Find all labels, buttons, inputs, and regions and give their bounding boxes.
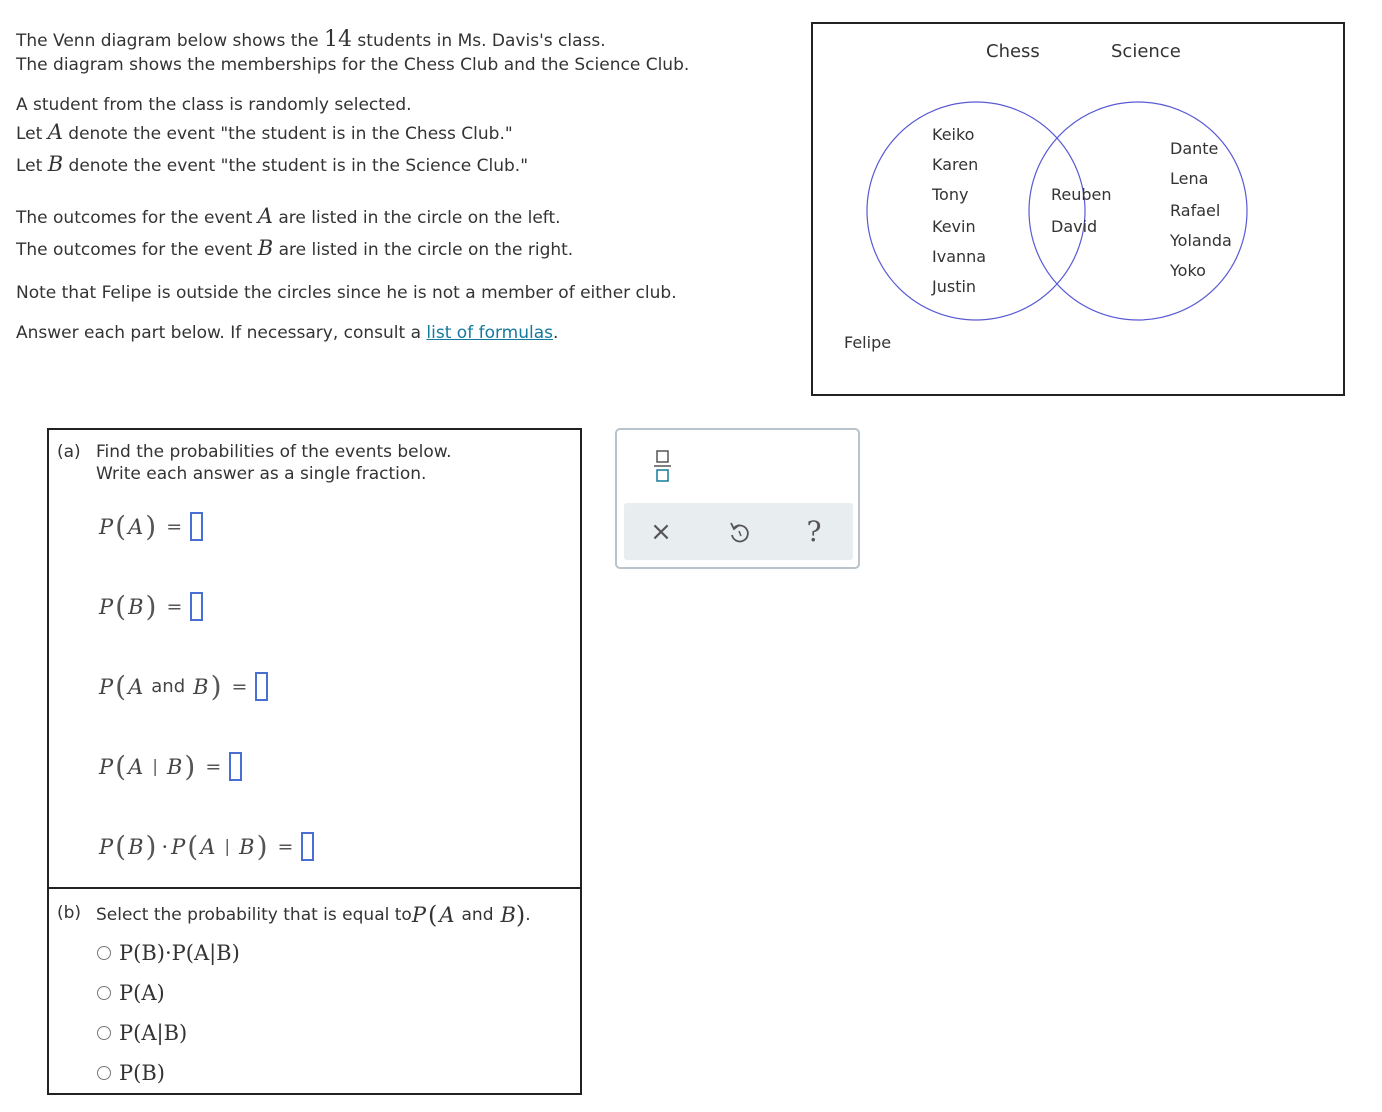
prob-b-input[interactable] bbox=[190, 592, 203, 621]
close-icon: × bbox=[650, 517, 672, 547]
math-toolbar bbox=[615, 428, 860, 569]
prob-a-input[interactable] bbox=[190, 512, 203, 541]
intro-line-6: The outcomes for the event A are listed in the circle on the left. bbox=[16, 204, 561, 228]
intro-line-3: A student from the class is randomly selected. bbox=[16, 95, 412, 115]
help-button[interactable] bbox=[799, 515, 829, 547]
venn-name: David bbox=[1051, 217, 1098, 236]
venn-name: Lena bbox=[1170, 169, 1209, 188]
prob-a-and-b-row: P ( A and B ) = bbox=[99, 670, 268, 703]
undo-icon bbox=[728, 520, 750, 544]
intro-line-9: Answer each part below. If necessary, consult a list of formulas. bbox=[16, 323, 559, 343]
option-4-label: P(B) bbox=[119, 1061, 165, 1085]
part-a-instruction-2: Write each answer as a single fraction. bbox=[96, 464, 427, 484]
option-2-radio[interactable] bbox=[97, 986, 111, 1000]
venn-name: Tony bbox=[932, 185, 969, 204]
venn-outside-name: Felipe bbox=[844, 333, 892, 352]
venn-name: Yoko bbox=[1170, 261, 1206, 280]
intro-line-1: The Venn diagram below shows the 14 students in Ms. Davis's class. bbox=[16, 27, 606, 52]
option-4-radio[interactable] bbox=[97, 1066, 111, 1080]
student-count: 14 bbox=[324, 27, 353, 52]
chess-label: Chess bbox=[986, 41, 1040, 62]
option-3[interactable] bbox=[97, 1021, 187, 1045]
intro-line-8: Note that Felipe is outside the circles since he is not a member of either club. bbox=[16, 283, 677, 303]
option-3-radio[interactable] bbox=[97, 1026, 111, 1040]
undo-button[interactable] bbox=[724, 517, 754, 547]
intro-line-5: Let B denote the event "the student is in the Science Club." bbox=[16, 152, 529, 176]
science-label: Science bbox=[1111, 41, 1181, 62]
intro-line-4: Let A denote the event "the student is in the Chess Club." bbox=[16, 120, 513, 144]
toolbar-action-strip bbox=[624, 503, 853, 560]
part-a-instruction-1: Find the probabilities of the events below. bbox=[96, 442, 452, 462]
intro-line-7: The outcomes for the event B are listed in the circle on the right. bbox=[16, 236, 574, 260]
prob-a-row: P ( A ) = bbox=[99, 510, 203, 543]
option-1-radio[interactable] bbox=[97, 946, 111, 960]
venn-name: Yolanda bbox=[1170, 231, 1232, 250]
option-3-label: P(A|B) bbox=[119, 1021, 188, 1045]
option-2-label: P(A) bbox=[119, 981, 165, 1005]
part-b-label: (b) bbox=[57, 903, 82, 923]
option-1[interactable] bbox=[97, 941, 240, 965]
fraction-icon bbox=[654, 448, 672, 484]
help-icon: ? bbox=[806, 514, 822, 548]
prob-a-given-b-row: P ( A | B ) = bbox=[99, 750, 242, 783]
prob-a-and-b-input[interactable] bbox=[255, 672, 268, 701]
venn-name: Kevin bbox=[932, 217, 976, 236]
formulas-link[interactable]: list of formulas bbox=[426, 323, 553, 343]
fraction-button[interactable] bbox=[651, 446, 675, 486]
venn-name: Karen bbox=[932, 155, 979, 174]
option-1-label: P(B)·P(A|B) bbox=[119, 941, 240, 965]
option-2[interactable] bbox=[97, 981, 165, 1005]
venn-circles bbox=[813, 24, 1343, 394]
venn-name: Keiko bbox=[932, 125, 975, 144]
venn-name: Justin bbox=[932, 277, 977, 296]
part-a-label: (a) bbox=[57, 442, 81, 462]
part-a-panel bbox=[47, 428, 582, 889]
prob-product-input[interactable] bbox=[301, 832, 314, 861]
venn-name: Rafael bbox=[1170, 201, 1221, 220]
venn-diagram bbox=[811, 22, 1345, 396]
prob-product-row: P ( B ) · P ( A | B ) = bbox=[99, 830, 314, 863]
part-b-question: Select the probability that is equal to P ( A and B ) . bbox=[96, 901, 531, 929]
part-b-panel bbox=[47, 887, 582, 1095]
prob-b-row: P ( B ) = bbox=[99, 590, 203, 623]
intro-line-2: The diagram shows the memberships for the Chess Club and the Science Club. bbox=[16, 55, 690, 75]
venn-name: Reuben bbox=[1051, 185, 1112, 204]
option-4[interactable] bbox=[97, 1061, 165, 1085]
prob-a-given-b-input[interactable] bbox=[229, 752, 242, 781]
venn-name: Dante bbox=[1170, 139, 1219, 158]
clear-button[interactable] bbox=[646, 517, 676, 547]
venn-name: Ivanna bbox=[932, 247, 987, 266]
